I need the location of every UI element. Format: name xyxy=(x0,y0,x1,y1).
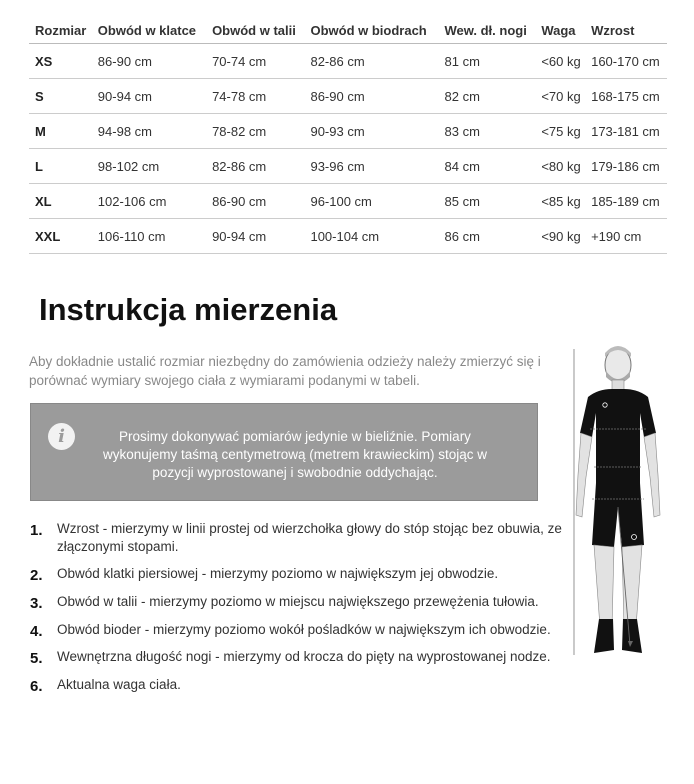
measurement-figure-illustration xyxy=(568,345,668,665)
table-row xyxy=(29,184,667,219)
table-cell: <70 kg xyxy=(535,79,585,114)
column-header: Obwód w talii xyxy=(206,18,304,44)
table-cell: 100-104 cm xyxy=(304,219,438,254)
table-cell: 86-90 cm xyxy=(92,44,206,79)
table-cell: 85 cm xyxy=(439,184,536,219)
table-cell: <80 kg xyxy=(535,149,585,184)
info-box xyxy=(30,403,538,501)
table-cell: 70-74 cm xyxy=(206,44,304,79)
table-cell: 168-175 cm xyxy=(585,79,667,114)
table-cell: 96-100 cm xyxy=(304,184,438,219)
column-header: Wzrost xyxy=(585,18,667,44)
table-cell: 90-94 cm xyxy=(206,219,304,254)
table-row xyxy=(29,114,667,149)
table-cell: 106-110 cm xyxy=(92,219,206,254)
table-row xyxy=(29,79,667,114)
table-cell: 160-170 cm xyxy=(585,44,667,79)
list-item xyxy=(30,520,570,556)
column-header: Obwód w biodrach xyxy=(304,18,438,44)
column-header: Obwód w klatce xyxy=(92,18,206,44)
size-label: XXL xyxy=(29,219,92,254)
size-label: XS xyxy=(29,44,92,79)
table-cell: 93-96 cm xyxy=(304,149,438,184)
list-item xyxy=(30,648,570,666)
table-cell: 86-90 cm xyxy=(206,184,304,219)
size-table xyxy=(29,18,667,254)
step-number: 4. xyxy=(30,623,43,640)
page-title: Instrukcja mierzenia xyxy=(39,292,338,327)
info-text: Prosimy dokonywać pomiarów jedynie w bieliźnie. Pomiary wykonujemy taśmą centymetrową (metrem krawieckim) stojąc w pozycji wyprostowanej i swobodnie oddychając. xyxy=(102,429,488,480)
table-cell: <75 kg xyxy=(535,114,585,149)
step-number: 1. xyxy=(30,522,43,539)
table-body xyxy=(29,44,667,254)
list-item xyxy=(30,676,570,694)
table-cell: 94-98 cm xyxy=(92,114,206,149)
table-cell: <85 kg xyxy=(535,184,585,219)
size-label: XL xyxy=(29,184,92,219)
table-cell: 82-86 cm xyxy=(206,149,304,184)
table-cell: <90 kg xyxy=(535,219,585,254)
step-number: 2. xyxy=(30,567,43,584)
table-cell: 90-94 cm xyxy=(92,79,206,114)
step-text: Obwód klatki piersiowej - mierzymy poziomo w największym jej obwodzie. xyxy=(57,566,499,581)
instruction-list xyxy=(30,520,570,694)
table-header-row xyxy=(29,18,667,44)
size-label: M xyxy=(29,114,92,149)
step-number: 5. xyxy=(30,650,43,667)
step-text: Wzrost - mierzymy w linii prostej od wierzchołka głowy do stóp stojąc bez obuwia, ze złączonymi stopami. xyxy=(57,521,562,554)
step-text: Wewnętrzna długość nogi - mierzymy od krocza do pięty na wyprostowanej nodze. xyxy=(57,649,551,664)
size-label: L xyxy=(29,149,92,184)
table-cell: 86-90 cm xyxy=(304,79,438,114)
table-cell: 78-82 cm xyxy=(206,114,304,149)
column-header: Waga xyxy=(535,18,585,44)
column-header: Wew. dł. nogi xyxy=(439,18,536,44)
table-cell: 82 cm xyxy=(439,79,536,114)
info-icon: i xyxy=(48,423,75,450)
list-item xyxy=(30,593,570,611)
table-row xyxy=(29,149,667,184)
table-cell: 74-78 cm xyxy=(206,79,304,114)
table-cell: 82-86 cm xyxy=(304,44,438,79)
intro-text: Aby dokładnie ustalić rozmiar niezbędny do zamówienia odzieży należy zmierzyć się i porównać wymiary swojego ciała z wymiarami podanymi w tabeli. xyxy=(29,354,541,388)
table-row xyxy=(29,219,667,254)
step-text: Obwód bioder - mierzymy poziomo wokół pośladków w największym ich obwodzie. xyxy=(57,622,551,637)
table-cell: +190 cm xyxy=(585,219,667,254)
list-item xyxy=(30,621,570,639)
step-number: 3. xyxy=(30,595,43,612)
size-label: S xyxy=(29,79,92,114)
table-cell: <60 kg xyxy=(535,44,585,79)
table-cell: 98-102 cm xyxy=(92,149,206,184)
table-cell: 86 cm xyxy=(439,219,536,254)
table-cell: 81 cm xyxy=(439,44,536,79)
table-cell: 102-106 cm xyxy=(92,184,206,219)
table-cell: 185-189 cm xyxy=(585,184,667,219)
table-cell: 90-93 cm xyxy=(304,114,438,149)
step-text: Aktualna waga ciała. xyxy=(57,677,181,692)
table-cell: 84 cm xyxy=(439,149,536,184)
table-cell: 83 cm xyxy=(439,114,536,149)
list-item xyxy=(30,565,570,583)
table-row xyxy=(29,44,667,79)
step-number: 6. xyxy=(30,678,43,695)
step-text: Obwód w talii - mierzymy poziomo w miejscu największego przewężenia tułowia. xyxy=(57,594,539,609)
table-cell: 179-186 cm xyxy=(585,149,667,184)
table-cell: 173-181 cm xyxy=(585,114,667,149)
column-header: Rozmiar xyxy=(29,18,92,44)
